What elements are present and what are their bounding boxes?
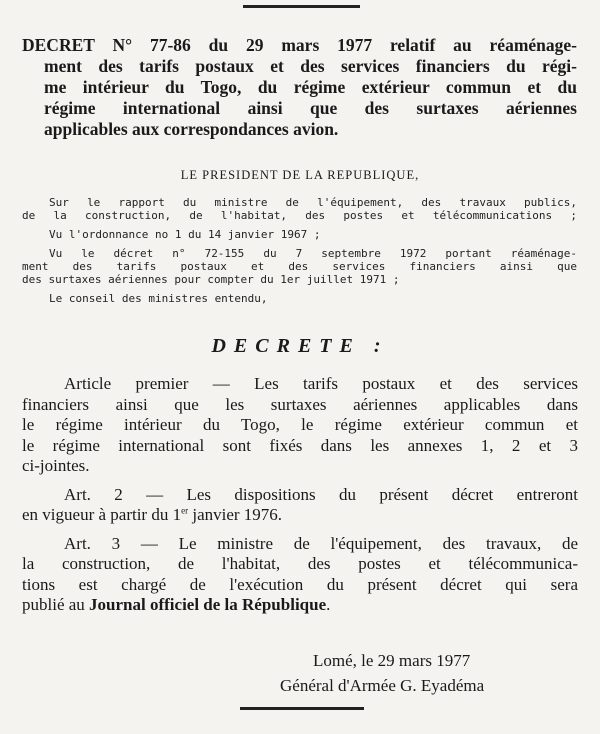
article-line: Art. 3 — Le ministre de l'équipement, des travaux, de — [64, 533, 578, 553]
article-line: financiers ainsi que les surtaxes aériennes applicables dans — [22, 394, 578, 414]
journal-officiel: Journal officiel de la République — [89, 595, 327, 614]
article-text: publié au — [22, 595, 90, 614]
title-line: ment des tarifs postaux et des services financiers du régi- — [44, 56, 577, 76]
articles-section — [22, 374, 578, 624]
title-line: DECRET N° 77-86 du 29 mars 1977 relatif au réaménage- — [22, 35, 577, 55]
title-line: régime international ainsi que des surtaxes aériennes — [44, 98, 577, 118]
article-2 — [22, 485, 578, 526]
visa-line: Le conseil des ministres entendu, — [49, 292, 268, 305]
bottom-divider — [240, 707, 364, 710]
visa-line: de la construction, de l'habitat, des postes et télécommunications ; — [22, 209, 577, 222]
article-line: la construction, de l'habitat, des postes et télécommunica- — [22, 554, 578, 573]
title-line: me intérieur du Togo, du régime extérieur commun et du — [44, 77, 577, 97]
visa-line: ment des tarifs postaux et des services financiers ainsi que — [22, 260, 577, 273]
visa-line: Sur le rapport du ministre de l'équipement, des travaux publics, — [49, 196, 577, 209]
visa-decret — [22, 247, 577, 286]
decree-title — [22, 35, 577, 140]
article-line — [22, 505, 578, 526]
signature-block — [280, 648, 570, 698]
article-line: le régime intérieur du Togo, le régime extérieur commun et — [22, 415, 578, 434]
article-line: ci-jointes. — [22, 456, 90, 475]
superscript: er — [181, 505, 189, 516]
title-line: applicables aux correspondances avion. — [44, 119, 339, 139]
visa-conseil — [22, 292, 577, 305]
visa-ordonnance — [22, 228, 577, 241]
article-text: janvier 1976. — [188, 505, 283, 524]
article-3 — [22, 534, 578, 616]
decrete-heading: DECRETE : — [211, 335, 389, 357]
article-text: . — [326, 595, 331, 614]
visa-line: des surtaxes aériennes pour compter du 1er juillet 1971 ; — [22, 273, 400, 286]
visa-rapport — [22, 196, 577, 222]
article-text: en vigueur à partir du 1 — [22, 505, 182, 524]
article-line: Article premier — Les tarifs postaux et des services — [64, 374, 578, 393]
place-date: Lomé, le 29 mars 1977 — [313, 651, 471, 670]
president-heading: LE PRESIDENT DE LA REPUBLIQUE, — [180, 168, 420, 182]
top-divider — [243, 5, 360, 8]
visas-section — [22, 196, 577, 305]
visa-line: Vu l'ordonnance no 1 du 14 janvier 1967 ; — [49, 228, 321, 241]
article-premier — [22, 374, 578, 477]
article-line: Art. 2 — Les dispositions du présent décret entreront — [64, 484, 578, 504]
article-line: tions est chargé de l'exécution du présent décret qui sera — [22, 574, 578, 594]
signatory-name: Général d'Armée G. Eyadéma — [280, 676, 485, 695]
visa-line: Vu le décret n° 72-155 du 7 septembre 1972 portant réaménage- — [49, 247, 577, 260]
article-line: le régime international sont fixés dans les annexes 1, 2 et 3 — [22, 435, 578, 455]
article-line — [22, 595, 578, 616]
